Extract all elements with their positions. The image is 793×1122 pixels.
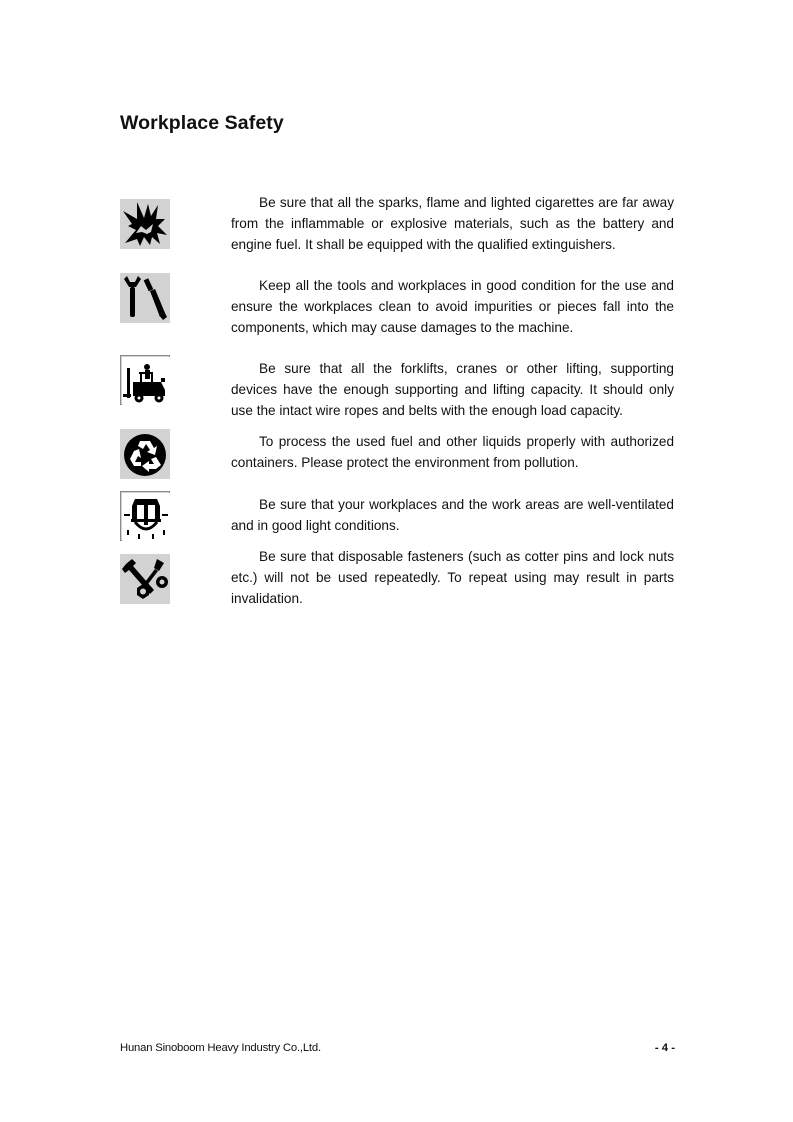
recycle-icon (120, 429, 170, 479)
tools-icon (120, 273, 170, 323)
safety-item-text: Be sure that all the sparks, flame and lighted cigarettes are far away from the inflammable or explosive materials, such as the battery and engine fuel. It shall be equipped with the qualified extinguishers. (231, 195, 674, 252)
page-title: Workplace Safety (120, 112, 284, 134)
lamp-icon (120, 491, 170, 541)
safety-item-text: Be sure that your workplaces and the work areas are well-ventilated and in good light conditions. (231, 497, 674, 533)
forklift-icon (120, 355, 170, 405)
explosion-icon (120, 199, 170, 249)
safety-item-text: Be sure that disposable fasteners (such as cotter pins and lock nuts etc.) will not be used repeatedly. To repeat using may result in parts invalidation. (231, 549, 674, 606)
footer-company: Hunan Sinoboom Heavy Industry Co.,Ltd. (120, 1042, 321, 1054)
fasteners-icon (120, 554, 170, 604)
safety-item-text: Keep all the tools and workplaces in good condition for the use and ensure the workplaces clean to avoid impurities or pieces fall into the components, which may cause damages to the machine. (231, 278, 674, 335)
safety-item-text: To process the used fuel and other liquids properly with authorized containers. Please protect the environment from pollution. (231, 434, 674, 470)
footer-page-number: - 4 - (654, 1042, 675, 1054)
safety-item-text: Be sure that all the forklifts, cranes or other lifting, supporting devices have the enough supporting and lifting capacity. It should only use the intact wire ropes and belts with the enough load capacity. (231, 361, 674, 418)
